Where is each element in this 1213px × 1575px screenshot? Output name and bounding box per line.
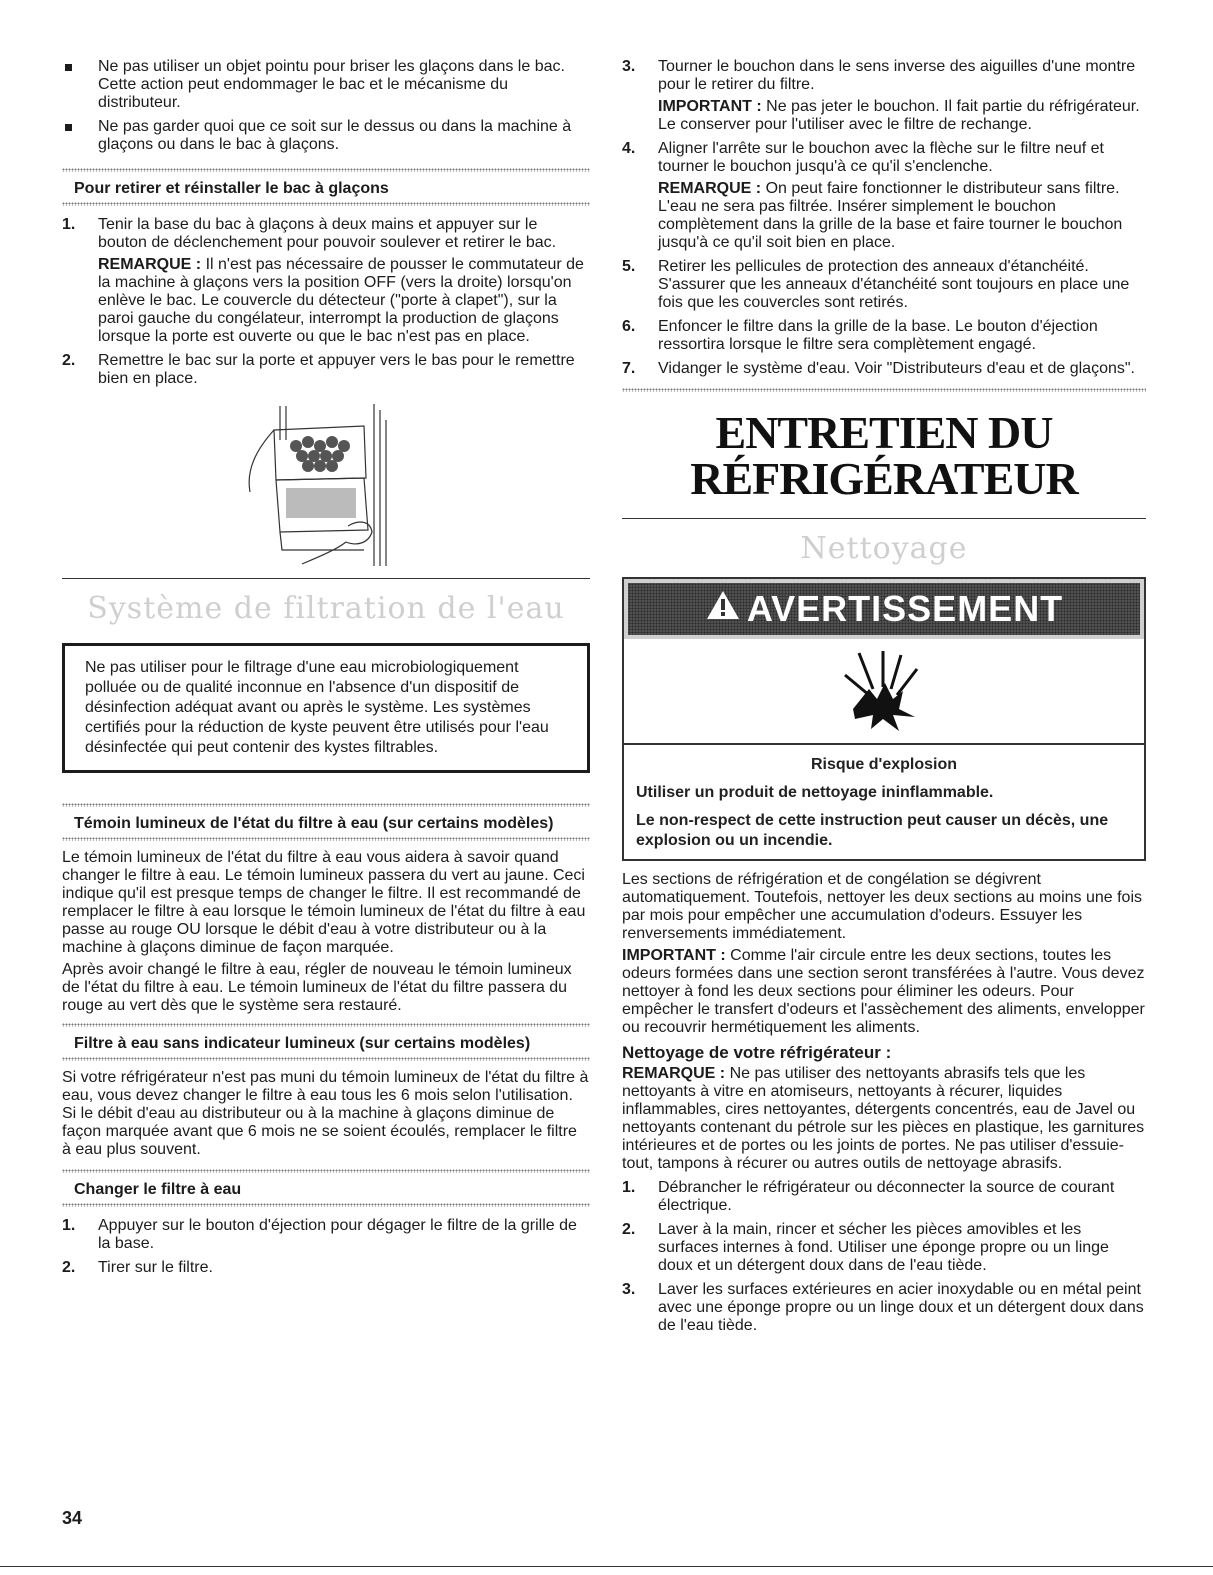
cleaning-section-title: Nettoyage (800, 531, 968, 566)
list-item: 3. Tourner le bouchon dans le sens inverse des aiguilles d'une montre pour le retirer du filtre. IMPORTANT : Ne pas jeter le bouchon. Il fait partie du réfrigérateur. Le conserver pour l'utiliser avec le filtre de rechange. (622, 58, 1140, 133)
no-indicator-heading: Filtre à eau sans indicateur lumineux (sur certains modèles) (74, 1035, 531, 1052)
filtration-warning-box: Ne pas utiliser pour le filtrage d'une eau microbiologiquement polluée ou de qualité inconnue en l'absence d'un dispositif de désinfection adéquat avant ou après le système. Les systèmes certifiés pour la réduction de kyste peuvent être utilisés pour l'eau désinfectée qui peut contenir des kystes filtrables. (62, 643, 590, 773)
dotted-divider (622, 388, 1146, 392)
cleaning-text: Les sections de réfrigération et de congélation se dégivrent automatiquement. Toutefois, nettoyer les deux sections au moins une fois par mois pour empêcher une accumulation d'odeurs. Essuyer les renversements immédiatement. IMPORTANT : Comme l'air circule entre les deux sections, toutes les odeurs formées dans une section seront transférées à l'autre. Vous devez nettoyer à fond les deux sections pour éliminer les odeurs. Pour empêcher le transfert d'odeurs et l'assèchement des aliments, envelopper ou recouvrir hermétiquement les aliments. (622, 871, 1145, 1036)
indicator-text: Le témoin lumineux de l'état du filtre à eau vous aidera à savoir quand changer le filtre à eau. Le témoin lumineux passera du vert au jaune. Ceci indique qu'il est presque temps de changer le filtre. Il est recommandé de remplacer le filtre à eau lorsque le témoin lumineux de l'état du filtre à eau passe au rouge OU lorsque le débit d'eau à votre distributeur ou à la machine à glaçons diminue de façon marquée. Après avoir changé le filtre à eau, régler de nouveau le témoin lumineux de l'état du filtre à eau. Le témoin lumineux de l'état du filtre passera du rouge au vert dès que le système sera restauré. (62, 849, 586, 1014)
warning-box (622, 577, 1146, 861)
change-filter-heading: Changer le filtre à eau (74, 1181, 242, 1198)
list-item: 1. Appuyer sur le bouton d'éjection pour dégager le filtre de la grille de la base. (62, 1217, 577, 1252)
list-item: Ne pas garder quoi que ce soit sur le dessus ou dans la machine à glaçons ou dans le bac à glaçons. (62, 118, 590, 154)
list-item: 1. Débrancher le réfrigérateur ou déconnecter la source de courant électrique. (622, 1179, 1115, 1214)
clean-heading: Nettoyage de votre réfrigérateur : (622, 1043, 892, 1062)
list-item: Ne pas utiliser un objet pointu pour briser les glaçons dans le bac. Cette action peut endommager le bac et le mécanisme du distributeur. (62, 58, 590, 112)
page-number: 34 (62, 1508, 83, 1528)
left-column (62, 58, 590, 1283)
section-divider (622, 518, 1146, 519)
warning-text: Risque d'explosion Utiliser un produit de nettoyage ininflammable. Le non-respect de cette instruction peut causer un décès, une explosion ou un incendie. (624, 745, 1144, 859)
filtration-section-title: Système de filtration de l'eau (87, 591, 565, 626)
list-item: 2. Tirer sur le filtre. (62, 1259, 213, 1276)
list-item: 2. Remettre le bac sur la porte et appuyer vers le bas pour le remettre bien en place. (62, 352, 575, 387)
chapter-title: ENTRETIEN DU RÉFRIGÉRATEUR (690, 407, 1078, 504)
dotted-divider (62, 1203, 590, 1207)
list-item: 7. Vidanger le système d'eau. Voir "Distributeurs d'eau et de glaçons". (622, 360, 1135, 377)
indicator-heading: Témoin lumineux de l'état du filtre à eau (sur certains modèles) (74, 815, 554, 832)
section-divider (62, 578, 590, 579)
list-item: 5. Retirer les pellicules de protection des anneaux d'étanchéité. S'assurer que les anneaux d'étanchéité sont toujours en place une fois que les couvercles sont retirés. (622, 258, 1130, 311)
bullet-square-icon (65, 124, 72, 131)
list-item: 1. Tenir la base du bac à glaçons à deux mains et appuyer sur le bouton de déclenchement pour pouvoir soulever et retirer le bac. REMARQUE : Il n'est pas nécessaire de pousser le commutateur de la machine à glaçons vers la position OFF (vers la droite) lorsqu'on enlève le bac. Le couvercle du détecteur ("porte à clapet"), sur la paroi gauche du congélateur, interrompt la production de glaçons lorsque la porte est ouverte ou que le bac n'est pas en place. (62, 216, 584, 345)
dotted-divider (62, 837, 590, 841)
right-column: 3. Tourner le bouchon dans le sens inverse des aiguilles d'une montre pour le retirer du filtre. IMPORTANT : Ne pas jeter le bouchon. Il fait partie du réfrigérateur. Le conserver pour l'utiliser avec le filtre de rechange. 4. Aligner l'arrête sur le bouchon avec la flèche sur le filtre neuf et tourner le bouchon jusqu'à ce qu'il s'enclenche. REMARQUE : On peut faire fonctionner le distributeur sans filtre. L'eau ne sera pas filtrée. Insérer simplement le bouchon complètement dans la grille de la base et faire tourner le bouchon jusqu'à ce qu'il soit bien en place. 5. Retirer les pellicules de protection des anneaux d'étanchéité. S'assurer que les anneaux d'étanchéité sont toujours en place une fois que les couvercles sont retirés. 6. Enfoncer le filtre dans la grille de la base. Le bouton d'éjection ressortira lorsque le filtre sera complètement engagé. 7. Vidanger le système d'eau. Voir "Distributeurs d'eau et de glaçons". ENTRETIEN DU RÉFRIGÉRATEUR Nettoyage AVERTISSEMENT Risque d'explosion Utiliser un produit de nettoyage ininflammable. Le non-respect de cette instruction peut causer un décès, une explosion ou un incendie. Les sections de réfrigération et de congélation se dégivrent automatiquement. Toutefois, nettoyer les deux sections au moins une fois par mois pour empêcher une accumulation d'odeurs. Essuyer les renversements immédiatement. IMPORTANT : Comme l'air circule entre les deux sections, toutes les odeurs formées dans une section seront transférées à l'autre. Vous devez nettoyer à fond les deux sections pour éliminer les odeurs. Pour empêcher le transfert d'odeurs et l'assèchement des aliments, envelopper ou recouvrir hermétiquement les aliments. Nettoyage de votre réfrigérateur : REMARQUE : Ne pas utiliser des nettoyants abrasifs tels que les nettoyants à vitre en atomiseurs, nettoyants à récurer, liquides inflammables, cires nettoyantes, détergents concentrés, eau de Javel ou nettoyants contenant du pétrole sur les pièces en plastique, les garnitures intérieures et de portes ou les joints de portes. Ne pas utiliser d'essuie-tout, tampons à récurer ou autres outils de nettoyage abrasifs. 1. Débrancher le réfrigérateur ou déconnecter la source de courant électrique. 2. Laver à la main, rincer et sécher les pièces amovibles et les surfaces internes à fond. Utiliser une éponge propre ou un linge doux et un détergent doux dans de l'eau tiède. 3. Laver les surfaces extérieures en acier inoxydable ou en métal peint avec une éponge propre ou un linge doux et un détergent doux dans de l'eau tiède. (622, 58, 1145, 1334)
ice-bin-illustration (246, 400, 406, 568)
explosion-icon (624, 639, 1144, 745)
remove-bin-heading: Pour retirer et réinstaller le bac à glaçons (74, 180, 389, 197)
no-indicator-text: Si votre réfrigérateur n'est pas muni du témoin lumineux de l'état du filtre à eau, vous devez changer le filtre à eau tous les 6 mois selon l'utilisation. Si le débit d'eau au distributeur ou à la machine à glaçons diminue de façon marquée avant que 6 mois ne se soient écoulés, remplacer le filtre à eau plus souvent. (62, 1069, 589, 1158)
list-item: 4. Aligner l'arrête sur le bouchon avec la flèche sur le filtre neuf et tourner le bouchon jusqu'à ce qu'il s'enclenche. REMARQUE : On peut faire fonctionner le distributeur sans filtre. L'eau ne sera pas filtrée. Insérer simplement le bouchon complètement dans la grille de la base et faire tourner le bouchon jusqu'à ce qu'il soit bien en place. (622, 140, 1123, 251)
dotted-divider (62, 1057, 590, 1061)
warning-banner: AVERTISSEMENT (624, 579, 1144, 639)
hazard-label: Risque d'explosion (810, 756, 958, 773)
list-item: 3. Laver les surfaces extérieures en acier inoxydable ou en métal peint avec une éponge propre ou un linge doux et un détergent doux dans de l'eau tiède. (622, 1281, 1144, 1334)
footer-rule (0, 1566, 1213, 1567)
bullet-square-icon (65, 64, 72, 71)
dotted-divider (62, 202, 590, 206)
list-item: 6. Enfoncer le filtre dans la grille de la base. Le bouton d'éjection ressortira lorsque le filtre sera complètement engagé. (622, 318, 1098, 353)
list-item: 2. Laver à la main, rincer et sécher les pièces amovibles et les surfaces internes à fond. Utiliser une éponge propre ou un linge doux et un détergent doux dans de l'eau tiède. (622, 1221, 1109, 1274)
warning-triangle-icon (705, 588, 741, 630)
